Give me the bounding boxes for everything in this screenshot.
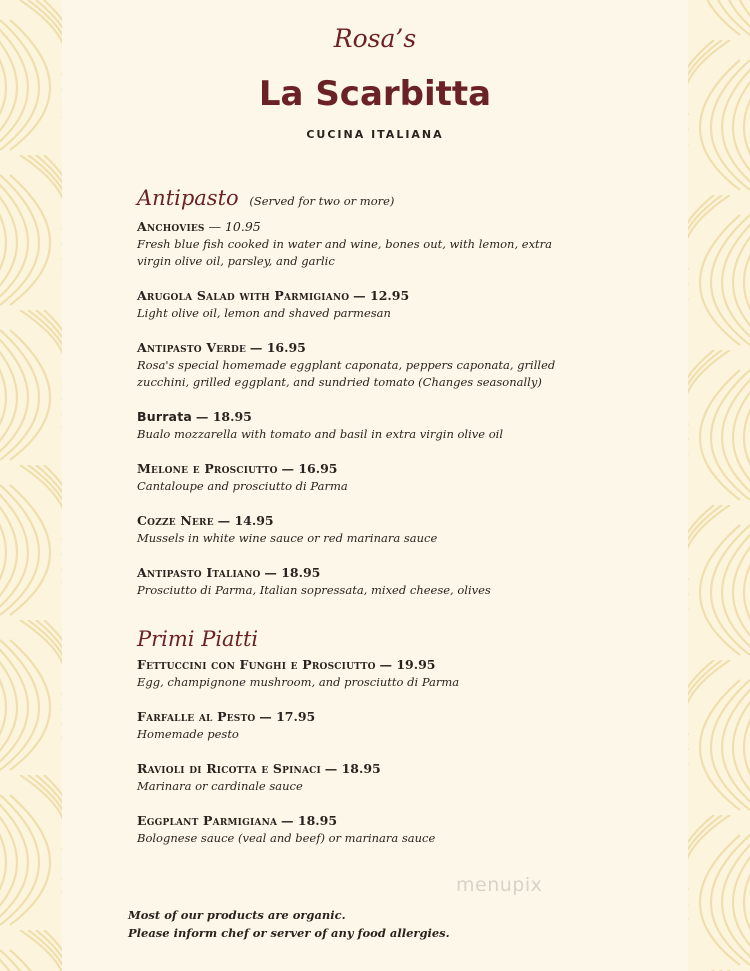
item-name: Arugola Salad with Parmigiano [137, 288, 350, 303]
item-price: 16.95 [298, 461, 338, 476]
item-price: 19.95 [396, 657, 436, 672]
menu-item: Anchovies — 10.95 Fresh blue fish cooked in water and wine, bones out, with lemon, extra virgin olive oil, parsley, and garlic [137, 218, 567, 270]
item-price: 18.95 [212, 409, 252, 424]
item-price: 18.95 [281, 565, 321, 580]
section-primi-piatti [137, 625, 567, 864]
tagline: CUCINA ITALIANA [306, 128, 444, 141]
item-price: 14.95 [234, 513, 274, 528]
watermark: menupix [456, 874, 543, 896]
item-description: Egg, champignone mushroom, and prosciutto di Parma [137, 675, 460, 689]
item-name: Farfalle al Pesto [137, 709, 256, 724]
item-name: Antipasto Verde [137, 340, 247, 355]
item-description: Prosciutto di Parma, Italian sopressata, mixed cheese, olives [137, 583, 491, 597]
section-title-text: Antipasto [137, 186, 239, 210]
item-description: Bolognese sauce (veal and beef) or marinara sauce [137, 831, 436, 845]
item-name: Antipasto Italiano [137, 565, 261, 580]
section-title-text: Primi Piatti [137, 627, 259, 651]
menu-item: Cozze Nere — 14.95 Mussels in white wine sauce or red marinara sauce [137, 512, 567, 547]
item-price: 17.95 [276, 709, 316, 724]
item-name: Fettuccini con Funghi e Prosciutto [137, 657, 376, 672]
item-description: Fresh blue fish cooked in water and wine, bones out, with lemon, extra virgin olive oil, parsley, and garlic [137, 237, 553, 268]
item-name: Anchovies [137, 219, 205, 234]
item-description: Marinara or cardinale sauce [137, 779, 303, 793]
item-name: Cozze Nere [137, 513, 214, 528]
item-name: Ravioli di Ricotta e Spinaci [137, 761, 321, 776]
menu-item: Eggplant Parmigiana — 18.95 Bolognese sauce (veal and beef) or marinara sauce [137, 812, 567, 847]
menu-item: Ravioli di Ricotta e Spinaci — 18.95 Marinara or cardinale sauce [137, 760, 567, 795]
menu-item: Farfalle al Pesto — 17.95 Homemade pesto [137, 708, 567, 743]
menu-item: Melone e Prosciutto — 16.95 Cantaloupe and prosciutto di Parma [137, 460, 567, 495]
section-title [137, 625, 567, 653]
item-price: 10.95 [224, 219, 261, 234]
footer-note [128, 906, 548, 942]
item-description: Light olive oil, lemon and shaved parmesan [137, 306, 391, 320]
section-note: (Served for two or more) [249, 194, 395, 208]
item-price: 12.95 [370, 288, 410, 303]
item-name: Burrata [137, 409, 193, 424]
item-price: 18.95 [341, 761, 381, 776]
menu-item: Arugola Salad with Parmigiano — 12.95 Light olive oil, lemon and shaved parmesan [137, 287, 567, 322]
item-description: Cantaloupe and prosciutto di Parma [137, 479, 348, 493]
decorative-border-left [0, 0, 62, 971]
item-description: Bualo mozzarella with tomato and basil in extra virgin olive oil [137, 427, 504, 441]
menu-item: Burrata — 18.95 Bualo mozzarella with tomato and basil in extra virgin olive oil [137, 408, 567, 443]
menu-item: Antipasto Italiano — 18.95 Prosciutto di Parma, Italian sopressata, mixed cheese, olives [137, 564, 567, 599]
footer-line-organic: Most of our products are organic. [128, 908, 346, 922]
section-antipasto [137, 184, 567, 616]
item-name: Melone e Prosciutto [137, 461, 278, 476]
item-price: 18.95 [297, 813, 338, 828]
item-description: Mussels in white wine sauce or red marinara sauce [137, 531, 438, 545]
decorative-border-right [688, 0, 750, 971]
footer-line-allergies: Please inform chef or server of any food allergies. [128, 926, 450, 940]
brand-script-name: Rosa’s [333, 24, 417, 53]
menu-item: Antipasto Verde — 16.95 Rosa's special homemade eggplant caponata, peppers caponata, grilled zucchini, grilled eggplant, and sundried tomato (Changes seasonally) [137, 339, 567, 391]
restaurant-name: La Scarbitta [258, 74, 492, 114]
item-price: 16.95 [266, 340, 306, 355]
item-description: Homemade pesto [137, 727, 239, 741]
section-title [137, 184, 567, 215]
item-name: Eggplant Parmigiana [137, 813, 278, 828]
menu-item: Fettuccini con Funghi e Prosciutto — 19.95 Egg, champignone mushroom, and prosciutto di Parma [137, 656, 567, 691]
item-description: Rosa's special homemade eggplant caponata, peppers caponata, grilled zucchini, grilled eggplant, and sundried tomato (Changes seasonally) [137, 358, 556, 389]
